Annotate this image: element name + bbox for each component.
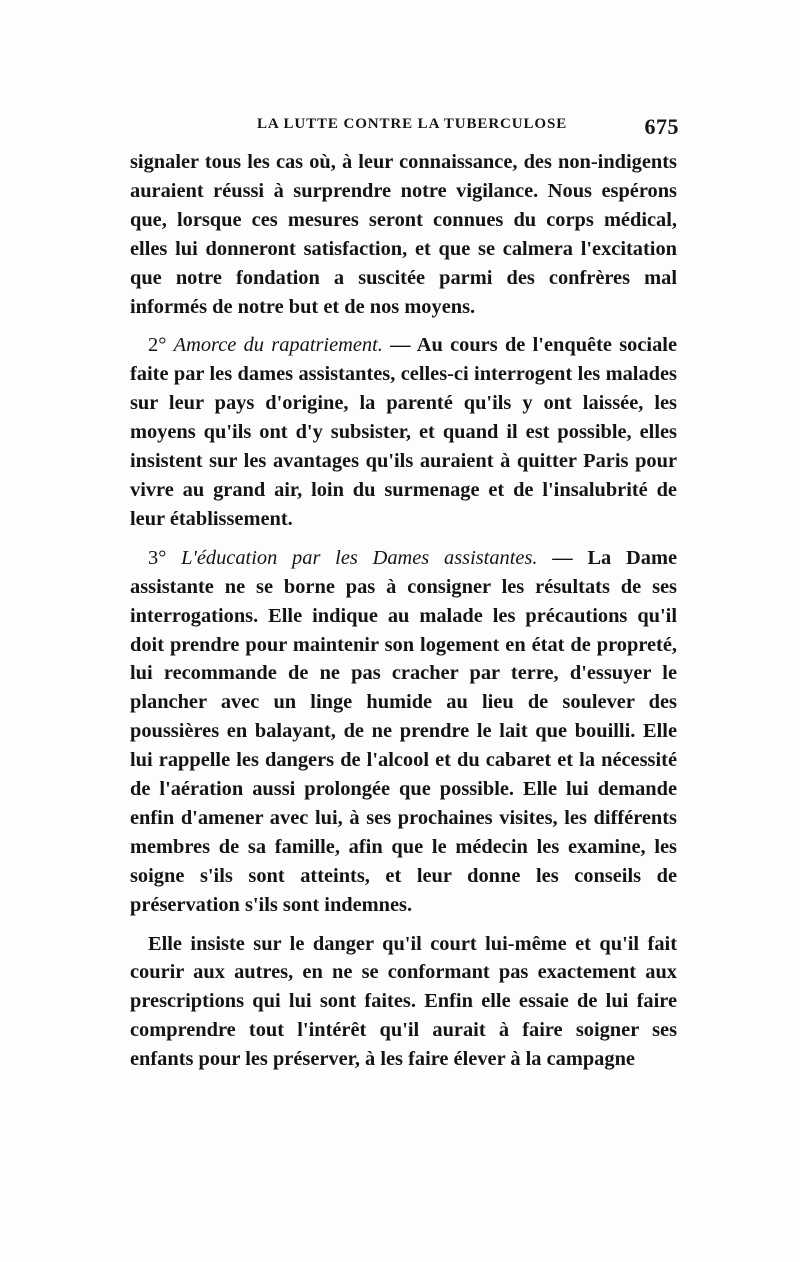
body-text xyxy=(130,148,677,1084)
section-title: L'éducation par les Dames assistantes. xyxy=(181,546,538,569)
section-text: — La Dame assistante ne se borne pas à consigner les résultats de ses interrogations. Elle indique au malade les précautions qu'il doit prendre pour maintenir son logement en état de propreté, lui recommande de ne pas cracher par terre, d'essuyer le plancher avec un linge humide au lieu de soulever des poussières en balayant, de ne prendre le lait que bouilli. Elle lui rappelle les dangers de l'alcool et du cabaret et la nécessité de l'aération aussi prolongée que possible. Elle lui demande enfin d'amener avec lui, à ses prochaines visites, les différents membres de sa famille, afin que le médecin les examine, les soigne s'ils sont atteints, et leur donne les conseils de préservation s'ils sont indemnes. xyxy=(130,546,677,916)
section-title: Amorce du rapatriement. xyxy=(173,334,383,357)
section-number: 3° xyxy=(148,546,167,569)
section-number: 2° xyxy=(148,334,167,357)
paragraph-insistence: Elle insiste sur le danger qu'il court lui-même et qu'il fait courir aux autres, en ne se conformant pas exactement aux prescriptions qui lui sont faites. Enfin elle essaie de lui faire comprendre tout l'intérêt qu'il aurait à faire soigner ses enfants pour les préserver, à les faire élever à la campagne xyxy=(130,932,677,1071)
paragraph-education xyxy=(130,544,677,920)
page-header xyxy=(130,114,679,138)
section-text: — Au cours de l'enquête sociale faite par les dames assistantes, celles-ci interrogent les malades sur leur pays d'origine, la parenté qu'ils y ont laissée, les moyens qu'ils ont d'y subsister, et quand il est possible, elles insistent sur les avantages qu'ils auraient à quitter Paris pour vivre au grand air, loin du surmenage et de l'insalubrité de leur établissement. xyxy=(130,334,677,530)
page-number: 675 xyxy=(644,114,679,139)
paragraph-rapatriement xyxy=(130,331,677,533)
running-title: LA LUTTE CONTRE LA TUBERCULOSE xyxy=(257,116,568,132)
paragraph-continuation: signaler tous les cas où, à leur connaissance, des non-indigents auraient réussi à surprendre notre vigilance. Nous espérons que, lorsque ces mesures seront connues du corps médical, elles lui donneront satisfaction, et que se calmera l'excitation que notre fondation a suscitée parmi des confrères mal informés de notre but et de nos moyens. xyxy=(130,151,677,318)
